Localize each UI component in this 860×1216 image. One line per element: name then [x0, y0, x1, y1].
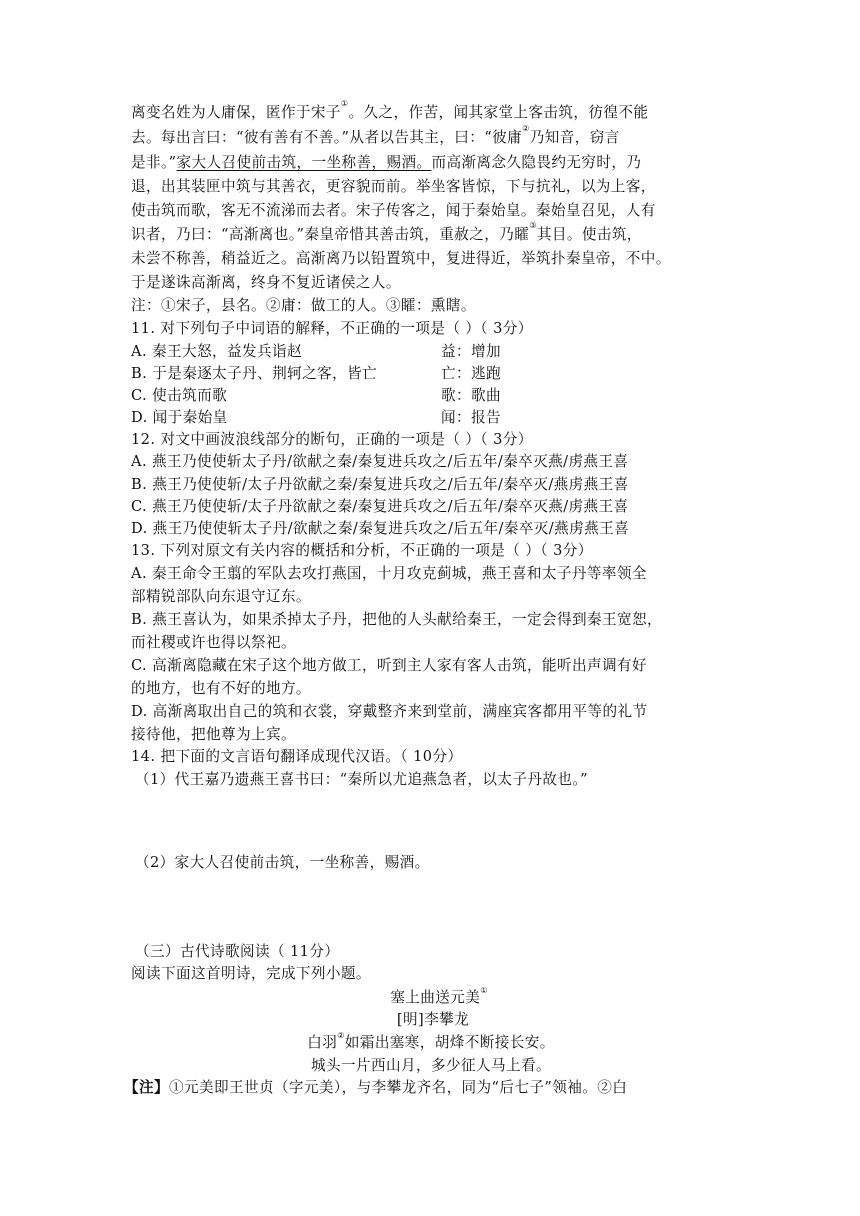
q13-option-b-line-1: B. 燕王喜认为，如果杀掉太子丹，把他的人头献给秦王，一定会得到秦王宽恕， — [131, 611, 662, 628]
option-sentence: B. 于是秦逐太子丹、荆轲之客，皆亡 — [131, 365, 378, 382]
footnote-marker: ② — [522, 124, 530, 133]
question-11-stem: 11. 对下列句子中词语的解释，不正确的一项是（ ）（ 3分） — [131, 320, 533, 337]
question-13-stem: 13. 下列对原文有关内容的概括和分析，不正确的一项是（ ）（ 3分） — [131, 542, 593, 559]
q11-option-b — [131, 362, 731, 383]
q13-option-c-line-1: C. 高渐离隐藏在宋子这个地方做工，听到主人家有客人击筑，能听出声调有好 — [131, 657, 647, 674]
poetry-instruction: 阅读下面这首明诗，完成下列小题。 — [131, 965, 371, 982]
footnote-marker: ③ — [529, 221, 537, 230]
question-12-stem: 12. 对文中画波浪线部分的断句，正确的一项是（ ）（ 3分） — [131, 431, 533, 448]
q13-option-d-line-1: D. 高渐离取出自己的筑和衣裳，穿戴整齐来到堂前，满座宾客都用平等的礼节 — [131, 703, 648, 720]
poem-title-text: 塞上曲送元美 — [390, 989, 481, 1006]
q12-option-c: C. 燕王乃使使斩/太子丹欲献之秦/秦复进兵攻之/后五年/秦卒灭燕/虏燕王喜 — [131, 498, 629, 515]
option-sentence: C. 使击筑而歌 — [131, 387, 228, 404]
q13-option-c-line-2: 的地方，也有不好的地方。 — [131, 680, 311, 697]
passage-text: 而高渐离念久隐畏约无穷时，乃 — [431, 154, 642, 171]
passage-line-6 — [131, 223, 642, 244]
poem-note — [124, 1076, 627, 1097]
passage-text: 是非。” — [131, 154, 177, 171]
q13-option-b-line-2: 而社稷或许也得以祭祀。 — [131, 634, 296, 651]
note-label: 【注】 — [124, 1079, 169, 1096]
passage-line-4: 退，出其装匣中筑与其善衣，更容貌而前。举坐客皆惊，下与抗礼，以为上客， — [131, 178, 656, 195]
footnote-marker: ① — [480, 986, 488, 995]
q11-option-a — [131, 340, 731, 361]
verse-text: 白羽 — [307, 1034, 338, 1051]
q13-option-a-line-1: A. 秦王命令王翦的军队去攻打燕国，十月攻克蓟城，燕王喜和太子丹等率领全 — [131, 565, 647, 582]
passage-text: 乃知音，窃言 — [529, 129, 620, 146]
option-explanation: 闻：报告 — [441, 409, 501, 426]
option-explanation: 歌：歌曲 — [441, 387, 501, 404]
footnote-marker: ① — [340, 99, 349, 108]
option-explanation: 亡：逃跑 — [441, 365, 501, 382]
note-text: ①元美即王世贞（字元美），与李攀龙齐名，同为“后七子”领袖。②白 — [168, 1079, 628, 1096]
passage-text: 离变名姓为人庸保，匿作于宋子 — [131, 104, 341, 121]
passage-note: 注：①宋子，县名。②庸：做工的人。③矐：熏瞎。 — [131, 297, 476, 314]
poetry-section-heading: （三）古代诗歌阅读（ 11分） — [135, 943, 340, 960]
passage-text: 识者，乃曰：“高渐离也。”秦皇帝惜其善击筑，重赦之，乃矐 — [131, 226, 530, 243]
footnote-marker: ② — [337, 1031, 345, 1040]
option-sentence: A. 秦王大怒，益发兵诣赵 — [131, 343, 302, 360]
verse-text: 如霜出塞寒，胡烽不断接长安。 — [344, 1034, 555, 1051]
passage-text: 。久之，作苦，闻其家堂上客击筑，彷徨不能 — [348, 104, 649, 121]
q11-option-d — [131, 406, 731, 427]
passage-line-7: 未尝不称善，稍益近之。高渐离乃以铅置筑中，复进得近，举筑扑秦皇帝，不中。 — [131, 250, 671, 267]
q13-option-a-line-2: 部精锐部队向东退守辽东。 — [131, 588, 311, 605]
passage-line-2 — [131, 126, 620, 147]
poem-verse-1 — [0, 1031, 860, 1052]
poem-verse-2: 城头一片西山月，多少征人马上看。 — [311, 1057, 551, 1074]
q14-sentence-2: （2）家大人召使前击筑，一坐称善，赐酒。 — [135, 854, 430, 871]
passage-text: 去。每出言曰：“彼有善有不善。”从者以告其主，曰：“彼庸 — [131, 129, 523, 146]
option-explanation: 益：增加 — [441, 343, 501, 360]
passage-line-8: 于是遂诛高渐离，终身不复近诸侯之人。 — [131, 274, 401, 291]
passage-text: 其目。使击筑， — [536, 226, 642, 243]
q12-option-a: A. 燕王乃使使斩太子丹/欲献之秦/秦复进兵攻之/后五年/秦卒灭燕/虏燕王喜 — [131, 453, 629, 470]
passage-line-1 — [131, 101, 648, 122]
question-14-stem: 14. 把下面的文言语句翻译成现代汉语。（ 10分） — [131, 748, 463, 765]
poem-author: [明]李攀龙 — [396, 1011, 470, 1028]
q12-option-b: B. 燕王乃使使斩/太子丹欲献之秦/秦复进兵攻之/后五年/秦卒灭/燕虏燕王喜 — [131, 476, 629, 493]
q14-sentence-1: （1）代王嘉乃遗燕王喜书曰：“秦所以尤追燕急者，以太子丹故也。” — [135, 771, 588, 788]
q11-option-c — [131, 384, 731, 405]
option-sentence: D. 闻于秦始皇 — [131, 409, 228, 426]
passage-line-3 — [131, 151, 641, 172]
passage-line-5: 使击筑而歌，客无不流涕而去者。宋子传客之，闻于秦始皇。秦始皇召见，人有 — [131, 202, 656, 219]
q13-option-d-line-2: 接待他，把他尊为上宾。 — [131, 726, 296, 743]
q12-option-d: D. 燕王乃使使斩太子丹/欲献之秦/秦复进兵攻之/后五年/秦卒灭/燕虏燕王喜 — [131, 520, 630, 537]
underlined-sentence: 家大人召使前击筑，一坐称善，赐酒。 — [176, 154, 432, 171]
poem-title — [0, 986, 860, 1007]
